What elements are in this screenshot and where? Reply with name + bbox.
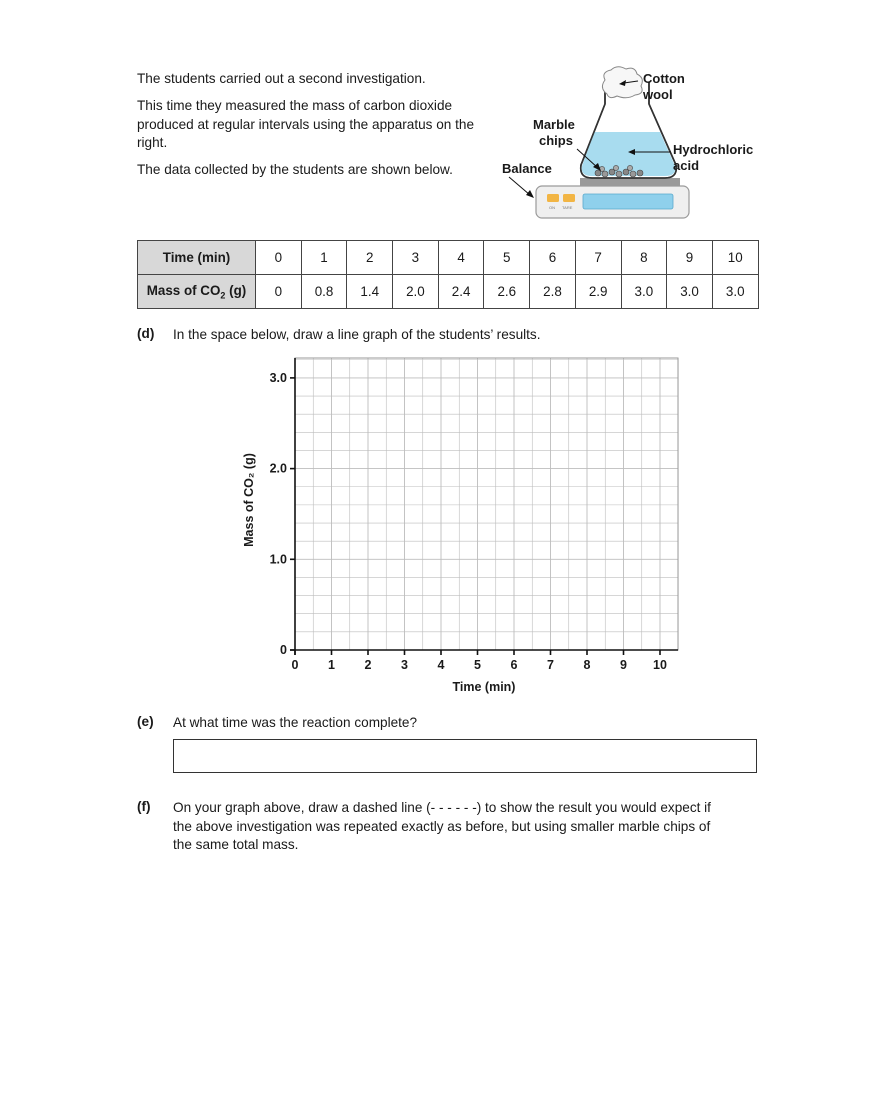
time-cell: 1 <box>301 241 347 275</box>
question-d-text: In the space below, draw a line graph of the students’ results. <box>173 327 541 342</box>
mass-header-prefix: Mass of CO <box>146 282 221 298</box>
y-axis-ticks <box>270 371 295 657</box>
time-cell: 4 <box>438 241 484 275</box>
x-tick-label: 2 <box>364 658 372 672</box>
time-cell: 6 <box>530 241 576 275</box>
mass-header <box>138 275 256 309</box>
mass-header-suffix: (g) <box>225 282 247 298</box>
mass-cell: 0.8 <box>301 275 347 309</box>
mass-cell: 2.9 <box>575 275 621 309</box>
mass-cell: 3.0 <box>667 275 713 309</box>
acid-label-line-2: acid <box>673 158 700 173</box>
balance-label: Balance <box>502 161 552 176</box>
x-tick-label: 1 <box>328 658 335 672</box>
balance-pan <box>580 178 680 186</box>
question-f-text <box>173 799 711 855</box>
mass-cell: 2.0 <box>393 275 439 309</box>
results-table <box>137 240 759 309</box>
time-cell: 10 <box>712 241 758 275</box>
time-cell: 2 <box>347 241 393 275</box>
x-tick-label: 7 <box>547 658 554 672</box>
y-axis-label: Mass of CO₂ (g) <box>242 453 256 547</box>
intro-paragraph-2 <box>137 97 474 153</box>
time-header: Time (min) <box>138 241 256 275</box>
time-cell: 0 <box>256 241 302 275</box>
time-row <box>138 241 759 275</box>
y-tick-label: 3.0 <box>269 370 287 385</box>
balance-arrowhead <box>526 190 534 198</box>
x-tick-label: 5 <box>474 658 481 672</box>
cotton-wool-label-line-1: Cotton <box>643 71 685 86</box>
x-tick-label: 10 <box>653 658 667 672</box>
apparatus-diagram <box>495 62 795 222</box>
time-cell: 9 <box>667 241 713 275</box>
x-axis-ticks <box>292 650 667 672</box>
on-button <box>547 194 559 202</box>
x-tick-label: 4 <box>437 658 445 672</box>
time-cell: 3 <box>393 241 439 275</box>
question-f-line-3: the same total mass. <box>173 837 299 852</box>
marble-chips-label-line-2: chips <box>539 133 573 148</box>
x-tick-label: 9 <box>620 658 627 672</box>
x-tick-label: 8 <box>583 658 591 672</box>
acid-label-line-1: Hydrochloric <box>673 142 754 157</box>
on-button-label: ON <box>549 205 555 210</box>
question-f-label: (f) <box>137 799 151 814</box>
mass-header-subscript: 2 <box>220 290 226 301</box>
intro-line-1: The students carried out a second investigation. <box>137 71 426 86</box>
balance-display <box>583 194 673 209</box>
mass-cell: 2.6 <box>484 275 530 309</box>
x-tick-label: 3 <box>401 658 408 672</box>
mass-cell: 2.8 <box>530 275 576 309</box>
question-d-label: (d) <box>137 326 155 341</box>
graph-paper[interactable] <box>230 350 690 700</box>
mass-cell: 3.0 <box>621 275 667 309</box>
question-e-label: (e) <box>137 714 154 729</box>
mass-cell: 0 <box>256 275 302 309</box>
tare-button <box>563 194 575 202</box>
intro-line-3: The data collected by the students are shown below. <box>137 162 453 177</box>
time-cell: 8 <box>621 241 667 275</box>
question-f-line-1: On your graph above, draw a dashed line (- - - - - -) to show the result you would expect if <box>173 800 711 815</box>
mass-cell: 2.4 <box>438 275 484 309</box>
graph-axes <box>290 358 678 655</box>
y-tick-label: 0 <box>280 643 287 657</box>
graph-grid <box>295 358 678 650</box>
x-tick-label: 6 <box>510 658 518 672</box>
mass-row <box>138 275 759 309</box>
intro-line-2b: produced at regular intervals using the apparatus on the <box>137 116 475 132</box>
marble-chips-label-line-1: Marble <box>533 117 575 132</box>
time-cell: 7 <box>575 241 621 275</box>
cotton-wool-label-line-2: wool <box>643 87 673 102</box>
x-axis-label: Time (min) <box>452 680 516 694</box>
intro-line-2c: right. <box>137 135 168 150</box>
tare-button-label: TARE <box>562 205 573 210</box>
y-tick-label: 2.0 <box>269 461 287 476</box>
question-f-line-2: the above investigation was repeated exactly as before, but using smaller marble chips of <box>173 818 711 834</box>
answer-box-e[interactable] <box>173 739 757 773</box>
mass-cell: 3.0 <box>712 275 758 309</box>
y-tick-label: 1.0 <box>269 552 287 567</box>
intro-line-2a: This time they measured the mass of carbon dioxide <box>137 98 453 113</box>
mass-cell: 1.4 <box>347 275 393 309</box>
time-cell: 5 <box>484 241 530 275</box>
question-e-text: At what time was the reaction complete? <box>173 715 418 730</box>
x-tick-label: 0 <box>291 658 299 672</box>
